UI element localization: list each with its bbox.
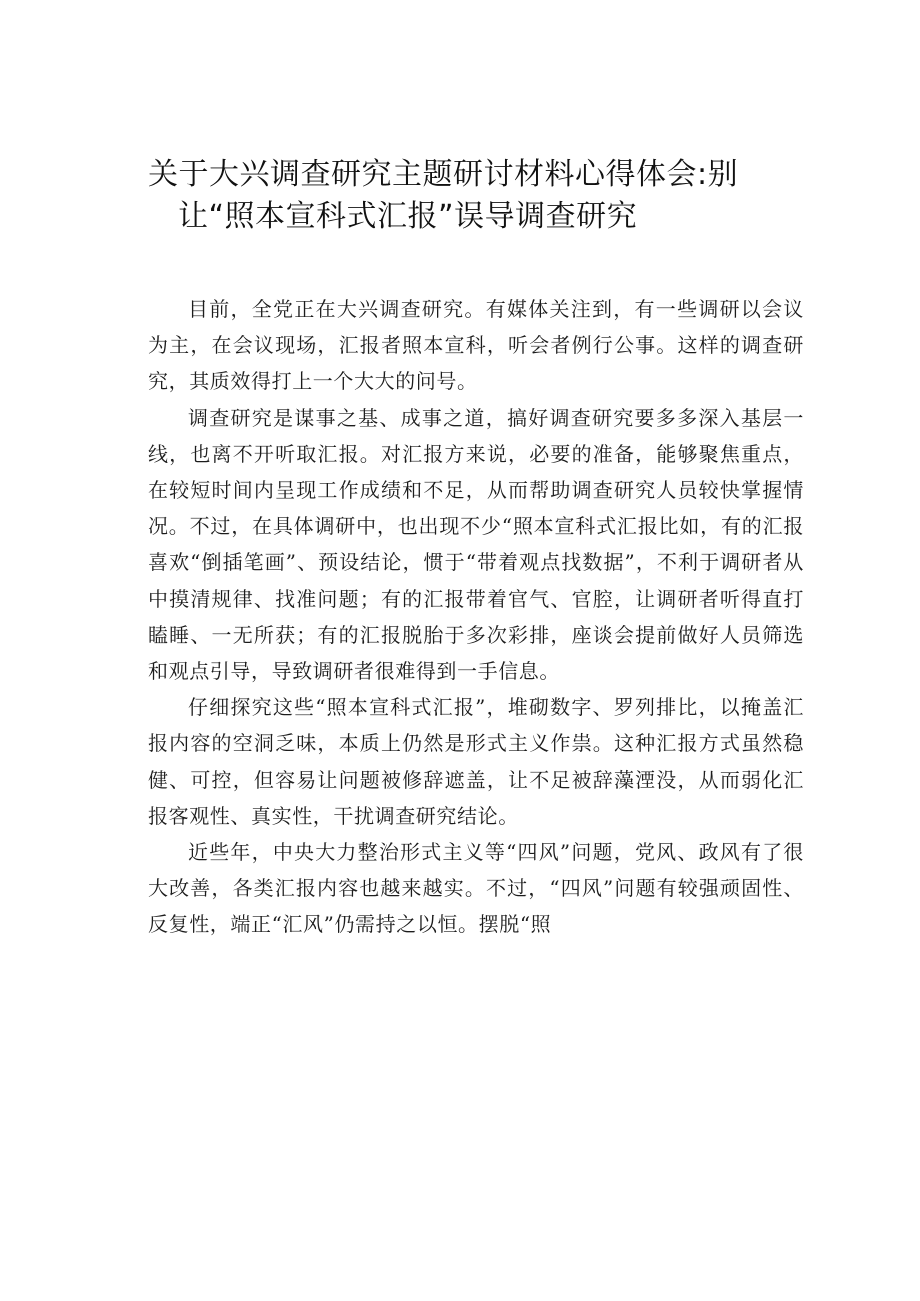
document-body: [148, 291, 804, 943]
paragraph-3: 仔细探究这些“照本宣科式汇报”，堆砌数字、罗列排比，以掩盖汇报内容的空洞乏味，本质上仍然是形式主义作祟。这种汇报方式虽然稳健、可控，但容易让问题被修辞遮盖，让不足被辞藻湮没，从而弱化汇报客观性、真实性，干扰调查研究结论。: [148, 695, 804, 828]
document-title: [148, 154, 808, 238]
paragraph-1: 目前，全党正在大兴调查研究。有媒体关注到，有一些调研以会议为主，在会议现场，汇报者照本宣科，听会者例行公事。这样的调查研究，其质效得打上一个大大的问号。: [148, 297, 804, 394]
title-line-1: 关于大兴调查研究主题研讨材料心得体会:别: [148, 157, 739, 192]
paragraph-4: 近些年，中央大力整治形式主义等“四风”问题，党风、政风有了很大改善，各类汇报内容也越来越实。不过，“四风”问题有较强顽固性、反复性，端正“汇风”仍需持之以恒。摆脱“照: [148, 840, 804, 937]
title-line-2: 让“照本宣科式汇报”误导调查研究: [178, 199, 638, 234]
paragraph-2: 调查研究是谋事之基、成事之道，搞好调查研究要多多深入基层一线，也离不开听取汇报。对汇报方来说，必要的准备，能够聚焦重点，在较短时间内呈现工作成绩和不足，从而帮助调查研究人员较快掌握情况。不过，在具体调研中，也出现不少“照本宣科式汇报比如，有的汇报喜欢“倒插笔画”、预设结论，惯于“带着观点找数据”，不利于调研者从中摸清规律、找准问题；有的汇报带着官气、官腔，让调研者听得直打瞌睡、一无所获；有的汇报脱胎于多次彩排，座谈会提前做好人员筛选和观点引导，导致调研者很难得到一手信息。: [148, 405, 804, 684]
